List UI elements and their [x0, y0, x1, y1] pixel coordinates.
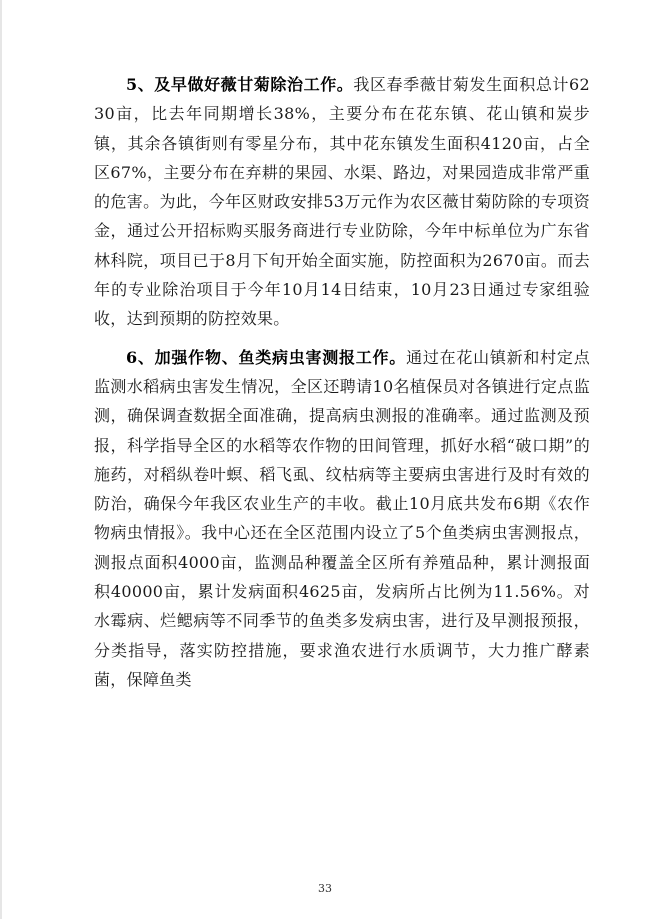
paragraph-weed-control [94, 70, 590, 334]
document-body [94, 70, 590, 694]
scan-edge [0, 0, 2, 919]
section-heading-6: 6、加强作物、鱼类病虫害测报工作。 [126, 347, 407, 367]
page-number: 33 [318, 882, 332, 895]
paragraph-text: 通过在花山镇新和村定点监测水稻病虫害发生情况，全区还聘请10名植保员对各镇进行定点监测，确保调查数据全面准确，提高病虫测报的准确率。通过监测及预报，科学指导全区的水稻等农作物的田间管理，抓好水稻“破口期”的施药，对稻纵卷叶螟、稻飞虱、纹枯病等主要病虫害进行及时有效的防治，确保今年我区农业生产的丰收。截止10月底共发布6期《农作物病虫情报》。我中心还在全区范围内设立了5个鱼类病虫害测报点，测报点面积4000亩，监测品种覆盖全区所有养殖品种，累计测报面积40000亩，累计发病面积4625亩，发病所占比例为11.56%。对水霉病、烂鳃病等不同季节的鱼类多发病虫害，进行及早测报预报，分类指导，落实防控措施，要求渔农进行水质调节，大力推广酵素菌，保障鱼类 [94, 347, 590, 689]
section-heading-5: 5、及早做好薇甘菊除治工作。 [126, 75, 354, 94]
paragraph-pest-monitoring [94, 343, 590, 695]
paragraph-text: 我区春季薇甘菊发生面积总计6230亩，比去年同期增长38%，主要分布在花东镇、花山镇和炭步镇，其余各镇街则有零星分布，其中花东镇发生面积4120亩，占全区67%，主要分布在弃耕的果园、水渠、路边，对果园造成非常严重的危害。为此，今年区财政安排53万元作为农区薇甘菊防除的专项资金，通过公开招标购买服务商进行专业防除，今年中标单位为广东省林科院，项目已于8月下旬开始全面实施，防控面积为2670亩。而去年的专业除治项目于今年10月14日结束，10月23日通过专家组验收，达到预期的防控效果。 [94, 75, 590, 329]
